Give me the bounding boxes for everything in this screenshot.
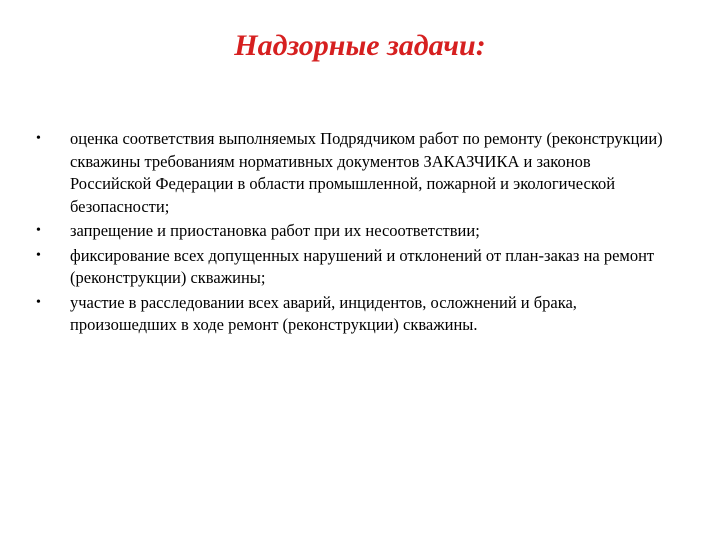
bullet-icon: • <box>36 247 41 263</box>
bullet-list <box>36 128 666 339</box>
bullet-icon: • <box>36 223 41 238</box>
slide-title: Надзорные задачи: <box>234 29 486 62</box>
bullet-icon: • <box>36 294 41 310</box>
bullet-text: оценка соответствия выполняемых Подрядчиком работ по ремонту (реконструкции) скважины требованиям нормативных документов ЗАКАЗЧИКА и законов Российской Федерации в области промышленной, пожарной и экологической безопасности; <box>70 129 663 216</box>
bullet-text: фиксирование всех допущенных нарушений и отклонений от план-заказ на ремонт (реконструкции) скважины; <box>70 245 655 287</box>
bullet-text: участие в расследовании всех аварий, инцидентов, осложнений и брака, произошедших в ходе ремонт (реконструкции) скважины. <box>70 292 577 334</box>
list-item <box>36 220 666 243</box>
bullet-icon: • <box>36 131 41 146</box>
bullet-text: запрещение и приостановка работ при их несоответствии; <box>70 221 480 240</box>
list-item <box>36 245 666 290</box>
list-item <box>36 292 666 337</box>
list-item <box>36 128 666 218</box>
